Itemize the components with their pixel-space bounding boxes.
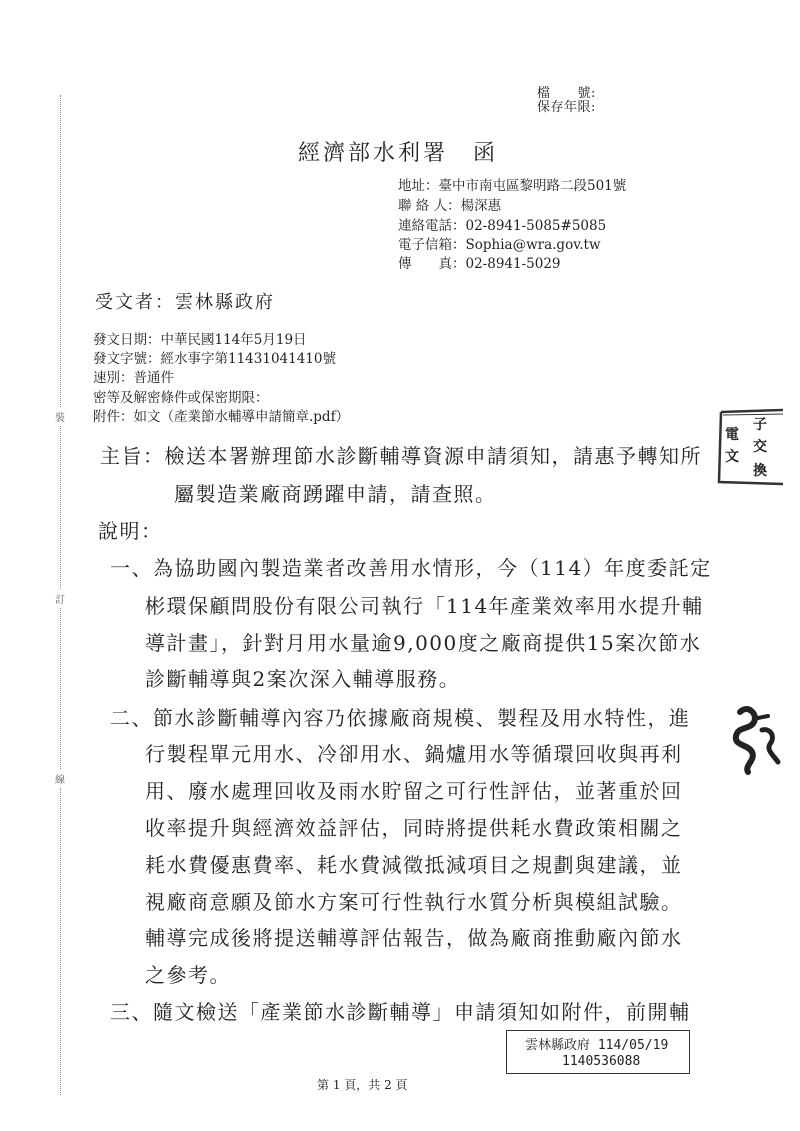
- subject-line-2: 屬製造業廠商踴躍申請，請查照。: [174, 482, 497, 506]
- item2-line: 耗水費優惠費率、耗水費減徵抵減項目之規劃與建議，並: [145, 853, 683, 877]
- stamp-char: 交: [753, 439, 767, 455]
- subject-line-1: 主旨：檢送本署辦理節水診斷輔導資源申請須知，請惠予轉知所: [100, 444, 702, 468]
- item1-line: 診斷輔導與2案次深入輔導服務。: [145, 667, 461, 691]
- contact-address: 地址：臺中市南屯區黎明路二段501號: [398, 178, 627, 194]
- item2-line: 收率提升與經濟效益評估，同時將提供耗水費政策相關之: [145, 816, 683, 840]
- item1-line: 一、為協助國內製造業者改善用水情形，今（114）年度委託定: [110, 556, 712, 580]
- electronic-exchange-stamp: [713, 406, 783, 486]
- item3-line: 三、隨文檢送「產業節水診斷輔導」申請須知如附件，前開輔: [110, 1000, 691, 1024]
- stamp-char: 子: [753, 417, 767, 433]
- item1-line: 彬環保顧問股份有限公司執行「114年產業效率用水提升輔: [145, 594, 704, 618]
- contact-fax: 傳 真：02-8941-5029: [398, 256, 561, 272]
- page-number: 第 1 頁，共 2 頁: [317, 1078, 408, 1092]
- item2-line: 用、廢水處理回收及雨水貯留之可行性評估，並著重於回: [145, 779, 683, 803]
- recipient: 受文者：雲林縣政府: [95, 292, 275, 313]
- partial-seal-mark: [718, 700, 788, 780]
- item2-line: 二、節水診斷輔導內容乃依據廠商規模、製程及用水特性，進: [110, 706, 691, 730]
- file-no-label: 檔 號:: [537, 86, 596, 101]
- retention-label: 保存年限:: [537, 100, 596, 115]
- contact-email: 電子信箱：Sophia@wra.gov.tw: [398, 237, 601, 253]
- item2-line: 視廠商意願及節水方案可行性執行水質分析與模組試驗。: [145, 890, 683, 914]
- contact-phone: 連絡電話：02-8941-5085#5085: [398, 218, 607, 234]
- stamp-char: 電: [725, 427, 739, 443]
- binding-mark-line: 線: [55, 770, 65, 787]
- issue-date: 發文日期：中華民國114年5月19日: [93, 332, 307, 348]
- attachment: 附件：如文（產業節水輔導申請簡章.pdf）: [93, 409, 350, 425]
- item2-line: 之參考。: [145, 963, 231, 987]
- binding-mark-bind: 裝: [55, 408, 65, 425]
- stamp-char: 換: [753, 463, 767, 479]
- delivery-speed: 速別：普通件: [93, 370, 174, 386]
- receipt-org-date: 雲林縣政府 114/05/19: [525, 1038, 669, 1053]
- stamp-char: 文: [725, 449, 739, 465]
- binding-mark-staple: 訂: [55, 590, 65, 607]
- stamp-frame: [713, 406, 783, 486]
- item2-line: 輔導完成後將提送輔導評估報告，做為廠商推動廠內節水: [145, 926, 683, 950]
- seal-fragment: [718, 700, 788, 780]
- document-title: 經濟部水利署 函: [298, 141, 499, 166]
- receipt-number: 1140536088: [562, 1054, 641, 1069]
- item1-line: 導計畫」，針對月用水量逾9,000度之廠商提供15案次節水: [145, 631, 702, 655]
- item2-line: 行製程單元用水、冷卻用水、鍋爐用水等循環回收與再利: [145, 742, 683, 766]
- doc-number: 發文字號：經水事字第11431041410號: [93, 351, 336, 367]
- explanation-heading: 說明：: [98, 519, 163, 543]
- secrecy-level: 密等及解密條件或保密期限：: [93, 390, 269, 406]
- contact-person: 聯 絡 人：楊深惠: [398, 198, 502, 214]
- receipt-stamp: [506, 1030, 690, 1074]
